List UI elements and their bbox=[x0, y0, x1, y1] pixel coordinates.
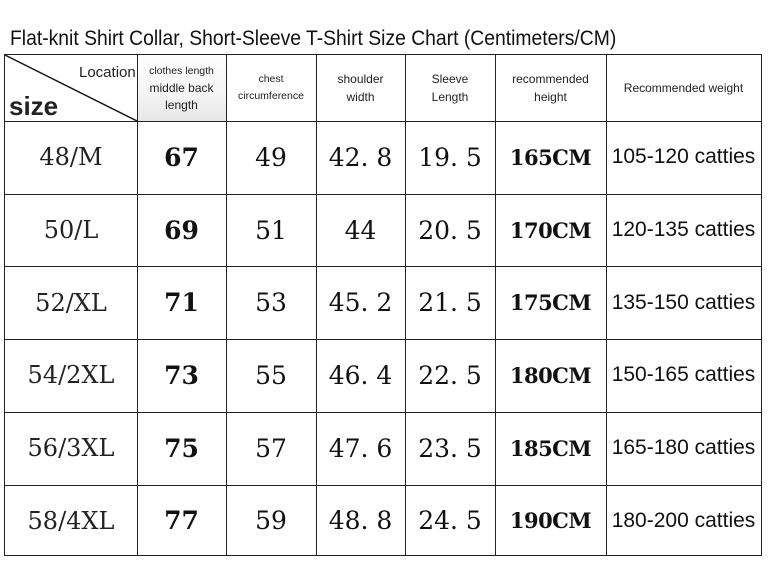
size-cell: 48/M bbox=[39, 143, 103, 172]
chest-cell: 53 bbox=[255, 288, 287, 318]
header-shoulder-line: width bbox=[346, 90, 375, 104]
weight-cell: 105-120 catties bbox=[611, 145, 756, 169]
length-cell: 75 bbox=[164, 433, 199, 463]
shoulder-cell: 44 bbox=[344, 215, 377, 245]
header-recommended-height bbox=[495, 55, 606, 121]
size-chart-table bbox=[4, 54, 762, 556]
header-chest-line: circumference bbox=[238, 90, 304, 102]
weight-cell: 120-135 catties bbox=[611, 218, 756, 242]
size-cell: 52/XL bbox=[35, 288, 107, 317]
corner-location-label: Location bbox=[79, 64, 136, 81]
sleeve-cell: 24. 5 bbox=[418, 506, 482, 536]
header-clothes-length-line: middle back bbox=[149, 80, 214, 95]
header-clothes-length-line: length bbox=[165, 97, 198, 112]
chest-cell: 49 bbox=[255, 142, 287, 172]
height-cell: 185CM bbox=[509, 435, 592, 461]
header-clothes-length bbox=[137, 55, 226, 121]
sleeve-cell: 23. 5 bbox=[418, 433, 482, 463]
height-cell: 175CM bbox=[509, 290, 592, 316]
chart-title: Flat-knit Shirt Collar, Short-Sleeve T-Shirt Size Chart (Centimeters/CM) bbox=[10, 27, 617, 50]
weight-cell: 150-165 catties bbox=[611, 363, 756, 387]
header-clothes-length-line: clothes length bbox=[149, 64, 214, 77]
shoulder-cell: 47. 6 bbox=[328, 433, 393, 463]
shoulder-cell: 42. 8 bbox=[328, 142, 393, 172]
corner-size-label: size bbox=[9, 91, 59, 121]
size-cell: 58/4XL bbox=[27, 506, 115, 535]
weight-cell: 135-150 catties bbox=[611, 290, 756, 314]
sleeve-cell: 21. 5 bbox=[418, 288, 482, 318]
header-shoulder-line: shoulder bbox=[337, 72, 384, 86]
chest-cell: 59 bbox=[255, 506, 287, 536]
length-cell: 67 bbox=[164, 142, 199, 172]
size-cell: 50/L bbox=[43, 216, 99, 245]
height-cell: 190CM bbox=[509, 508, 592, 534]
header-weight-line: Recommended weight bbox=[623, 81, 744, 95]
header-sleeve-line: Length bbox=[431, 90, 469, 104]
header-sleeve-line: Sleeve bbox=[431, 72, 469, 86]
length-cell: 77 bbox=[164, 506, 199, 536]
sleeve-cell: 22. 5 bbox=[418, 360, 482, 390]
height-cell: 170CM bbox=[509, 217, 592, 243]
chest-cell: 57 bbox=[255, 433, 287, 463]
height-cell: 180CM bbox=[509, 362, 592, 388]
shoulder-cell: 48. 8 bbox=[328, 506, 393, 536]
chest-cell: 55 bbox=[255, 360, 287, 390]
header-height-line: recommended height bbox=[512, 72, 589, 104]
header-recommended-weight bbox=[606, 55, 761, 121]
shoulder-cell: 45. 2 bbox=[328, 288, 393, 318]
weight-cell: 180-200 catties bbox=[611, 508, 756, 532]
chest-cell: 51 bbox=[255, 215, 287, 245]
height-cell: 165CM bbox=[509, 144, 592, 170]
sleeve-cell: 20. 5 bbox=[418, 215, 482, 245]
size-cell: 56/3XL bbox=[27, 434, 115, 463]
length-cell: 73 bbox=[164, 360, 199, 390]
shoulder-cell: 46. 4 bbox=[328, 360, 393, 390]
header-chest-circumference bbox=[226, 55, 316, 121]
header-chest-line: chest bbox=[258, 73, 284, 85]
header-sleeve-length bbox=[405, 55, 495, 121]
sleeve-cell: 19. 5 bbox=[418, 142, 482, 172]
length-cell: 69 bbox=[164, 215, 199, 245]
header-shoulder-width bbox=[316, 55, 405, 121]
size-cell: 54/2XL bbox=[27, 361, 115, 390]
weight-cell: 165-180 catties bbox=[611, 436, 756, 460]
length-cell: 71 bbox=[164, 288, 199, 318]
